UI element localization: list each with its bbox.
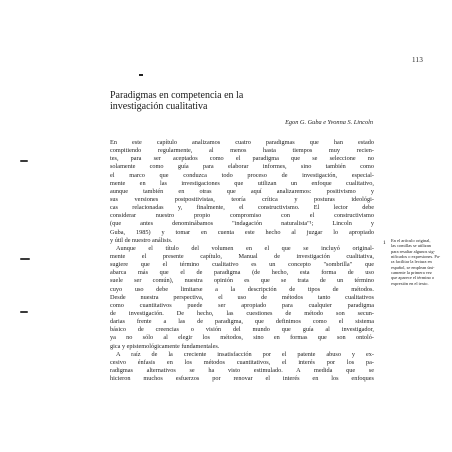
body-text-line: mente el presente capítulo, Manual de investigación cualitativa, — [110, 252, 374, 260]
body-text-line: el marco que conduzca todo proceso de investigación, especial- — [110, 171, 374, 179]
footnote-line: camente la primera vez — [391, 270, 432, 276]
body-text-line: Desde nuestra perspectiva, el uso de métodos tanto cualitativos — [110, 293, 374, 301]
body-text-line: cesivo énfasis en los métodos cuantitativos, el interés por los pa- — [110, 358, 374, 366]
body-text-line: aunque también en otras que aquí analizaremos: positivismo y — [110, 187, 374, 195]
body-text-line: radigmas alternativos se ha visto estimulado. A medida que se — [110, 366, 374, 374]
body-text-line: cuyo uso debe limitarse a la descripción de tipos de métodos. — [110, 285, 374, 293]
footnote-line: para resaltar algunos sig- — [391, 248, 436, 254]
body-text-line: A raíz de la creciente insatisfacción por el patente abuso y ex- — [116, 350, 374, 358]
body-text-line: como cuantitativos puede ser apropiado para cualquier paradigma — [110, 301, 374, 309]
body-text-line: suele ser común), nuestra opinión es que se trata de un término — [110, 277, 374, 285]
footnote-line: las comillas se utilizan — [391, 243, 431, 249]
body-text-line: darias frente a las de paradigma, que definimos como el sistema — [110, 318, 374, 326]
body-text-line: sus versiones postpositivistas, teoría crítica y posturas ideológi- — [110, 195, 374, 203]
dash-mark — [139, 74, 143, 76]
body-text-line: y útil de nuestro análisis. — [110, 236, 173, 244]
body-text-line: hicieron muchos esfuerzos por renovar el interés en los enfoques — [110, 375, 374, 383]
chapter-title — [110, 90, 370, 112]
body-text-line: de investigación. De hecho, las cuestiones de método son secun- — [110, 309, 374, 317]
binder-hole-mark — [20, 311, 28, 313]
binder-hole-mark — [20, 160, 28, 162]
body-text-line: (que antes denominábamos "indagación naturalista"¹; Lincoln y — [110, 220, 374, 228]
footnote — [391, 238, 445, 286]
body-text-line: En este capítulo analizamos cuatro paradigmas que han estado — [110, 139, 374, 146]
binder-hole-mark — [20, 258, 30, 260]
body-text-line: ya no sólo al elegir los métodos, sino en formas que son ontoló- — [110, 334, 374, 342]
footnote-line: nificados o expresiones. Pa- — [391, 254, 441, 260]
footnote-line: En el artículo original, — [391, 238, 431, 243]
body-text-line: solamente como guía para elaborar informes, sino también como — [110, 163, 374, 171]
footnote-line: ra facilitar la lectura en — [391, 259, 432, 265]
body-text-line: cas relacionadas y, finalmente, el constructivismo. El lector debe — [110, 204, 374, 212]
body-text-line: básico de creencias o visión del mundo que guía al investigador, — [110, 326, 374, 334]
footnote-marker: 1 — [383, 240, 386, 246]
body-text-line: considerar nuestro propio compromiso con el constructivismo — [110, 212, 374, 220]
body-text-line: gica y epistemológicamente fundamentales. — [110, 342, 220, 350]
body-text-line: sugiere que el término cualitativo es un concepto "sombrilla" que — [110, 261, 374, 269]
body-text-line: compitiendo regularmente, al menos hasta tiempos muy recien- — [110, 147, 374, 155]
footnote-line: español, se emplean úni- — [391, 264, 435, 270]
body-text-line: Aunque el título del volumen en el que se incluyó original- — [116, 244, 374, 252]
footnote-line: expresión en el texto. — [391, 280, 429, 286]
page-number: 113 — [412, 56, 424, 64]
body-text-line: Guba, 1985) y tomar en cuenta este hecho al juzgar lo apropiado — [110, 228, 374, 236]
footnote-line: que aparece el término o — [391, 275, 435, 281]
body-text-line: mente en las investigaciones que utilizan un enfoque cualitativo, — [110, 179, 374, 187]
chapter-authors: Egon G. Guba e Yvonna S. Lincoln — [285, 119, 373, 126]
chapter-title-line: investigación cualitativa — [110, 101, 208, 112]
body-text — [110, 139, 374, 383]
chapter-title-line: Paradigmas en competencia en la — [110, 90, 244, 101]
body-text-line: abarca más que el de paradigma (de hecho, esta forma de uso — [110, 269, 374, 277]
body-text-line: tes, para ser aceptados como el paradigma que se seleccione no — [110, 155, 374, 163]
